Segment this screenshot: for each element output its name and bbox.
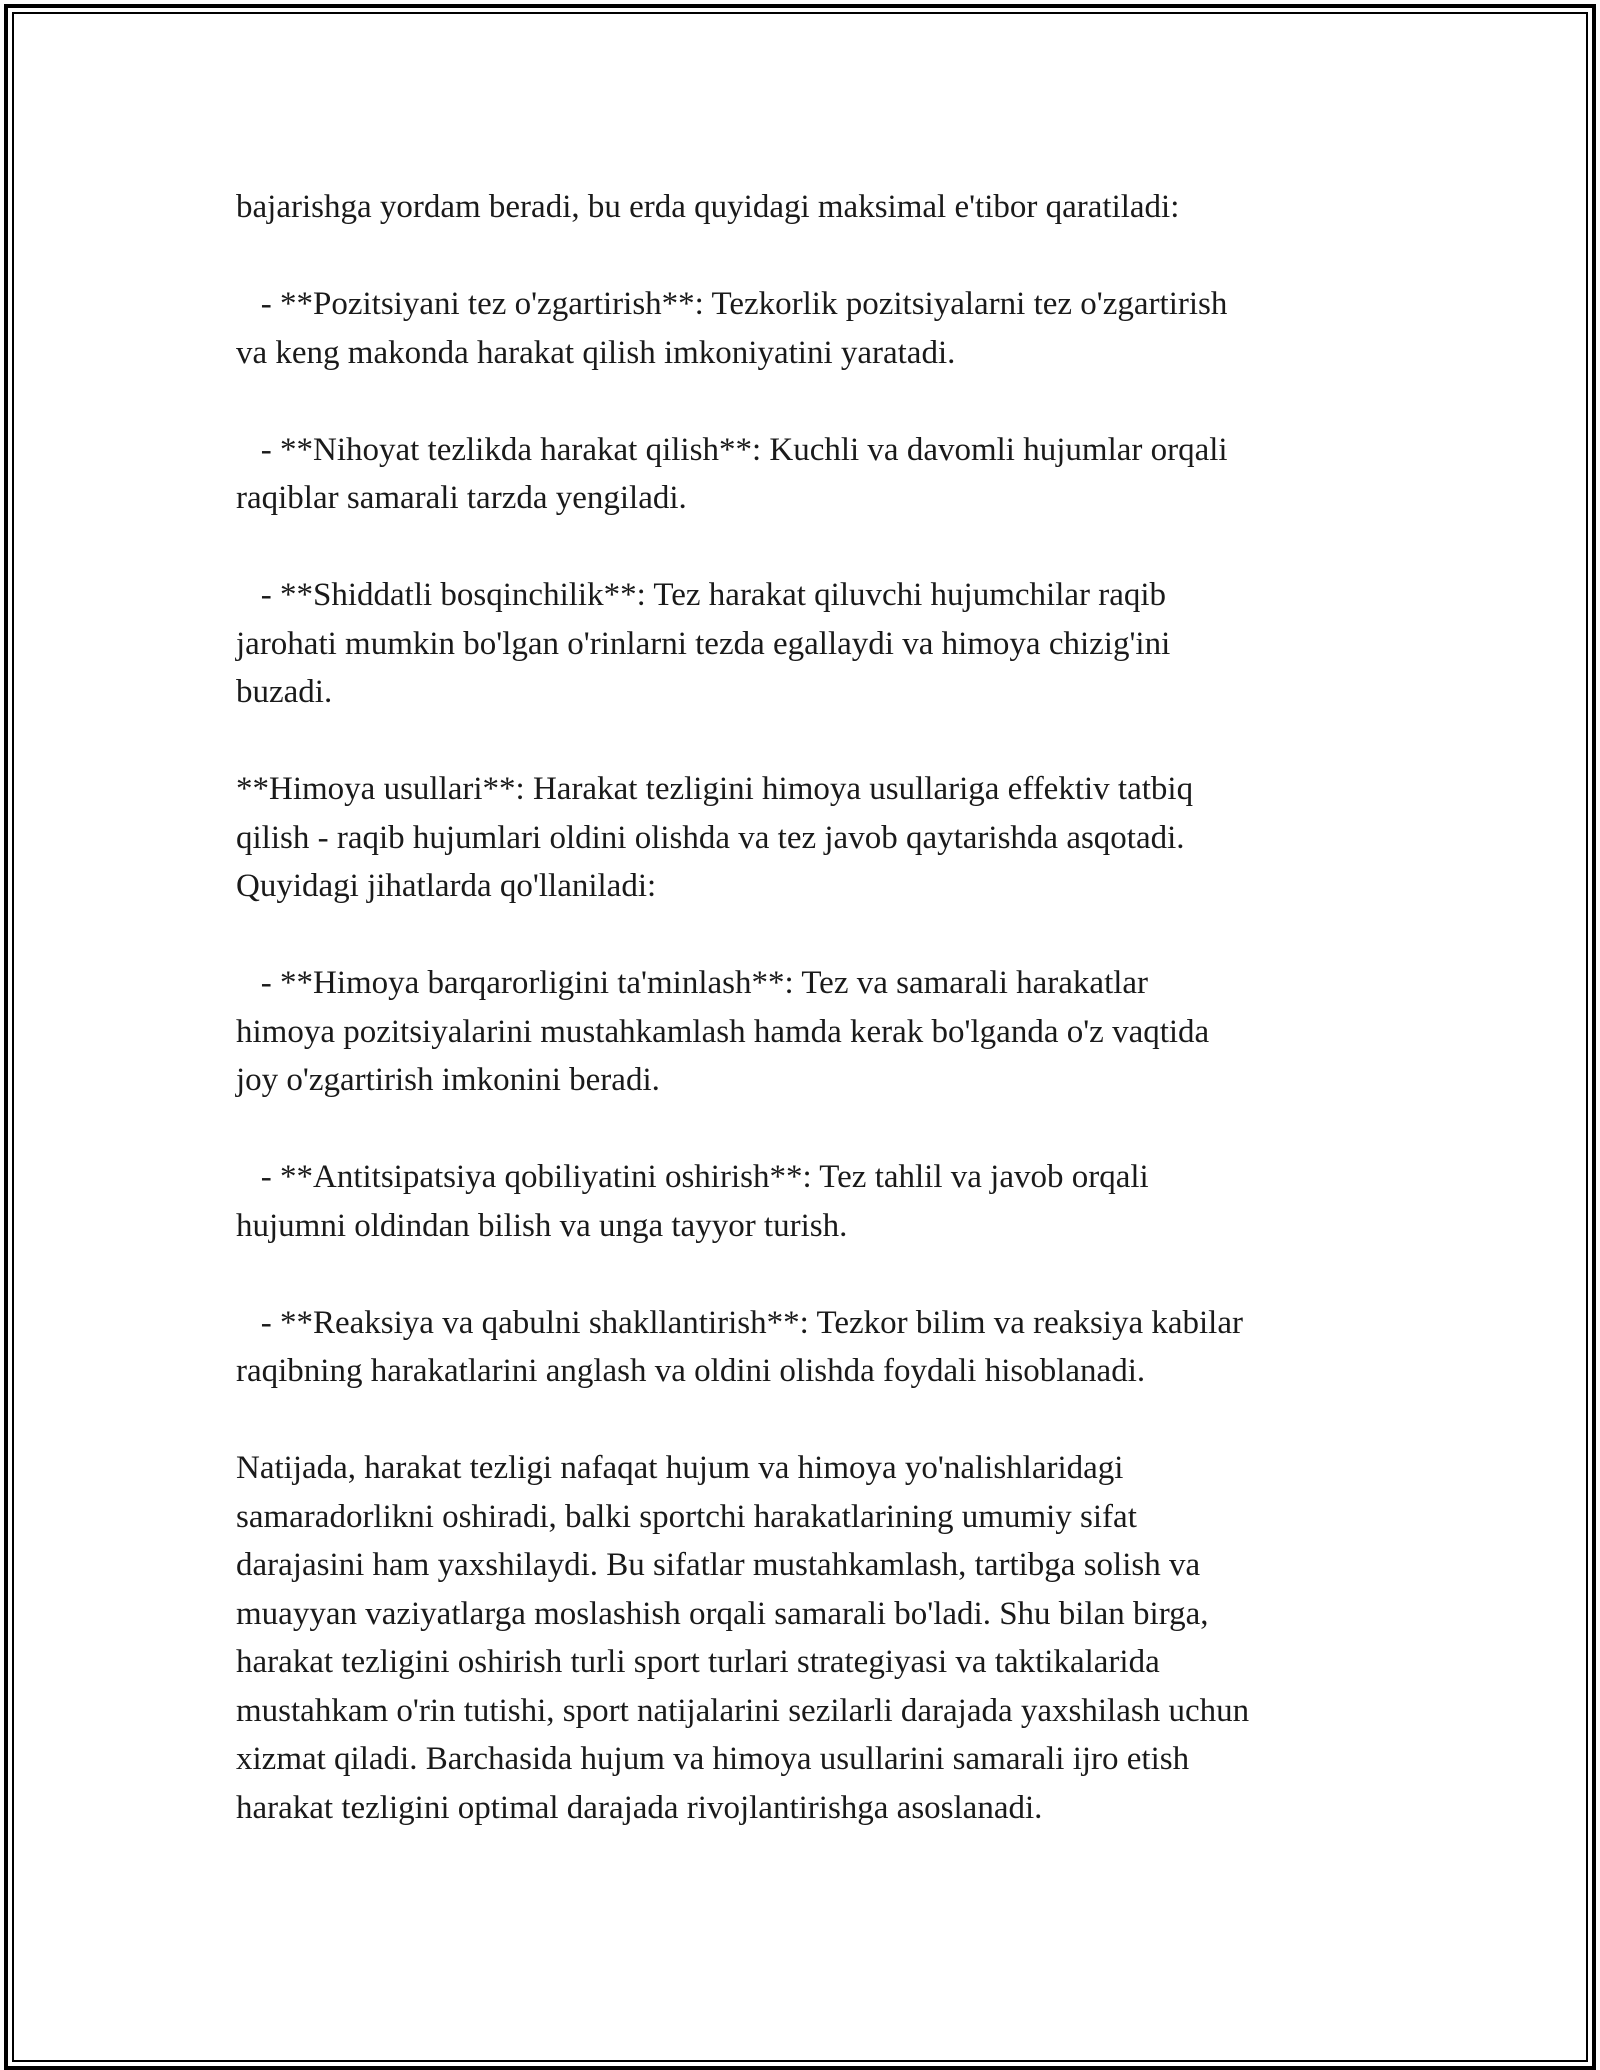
paragraph-defense-methods: **Himoya usullari**: Harakat tezligini himoya usullariga effektiv tatbiq qilish - raqib hujumlari oldini olishda va tez javob qaytarishda asqotadi. Quyidagi jihatlarda qo'llaniladi:	[236, 771, 1194, 904]
list-item-reaction: - **Reaksiya va qabulni shakllantirish**: Tezkor bilim va reaksiya kabilar raqibning harakatlarini anglash va oldini olishda foydali hisoblanadi.	[236, 1304, 1243, 1389]
document-body	[236, 183, 1416, 1832]
list-item-high-speed: - **Nihoyat tezlikda harakat qilish**: Kuchli va davomli hujumlar orqali raqiblar samarali tarzda yengiladi.	[236, 431, 1228, 516]
paragraph-conclusion: Natijada, harakat tezligi nafaqat hujum va himoya yo'nalishlaridagi samaradorlikni oshiradi, balki sportchi harakatlarining umumiy sifat darajasini ham yaxshilaydi. Bu sifatlar mustahkamlash, tartibga solish va muayyan vaziyatlarga moslashish orqali samarali bo'ladi. Shu bilan birga, harakat tezligini oshirish turli sport turlari strategiyasi va taktikalarida mustahkam o'rin tutishi, sport natijalarini sezilarli darajada yaxshilash uchun xizmat qiladi. Barchasida hujum va himoya usullarini samarali ijro etish harakat tezligini optimal darajada rivojlantirishga asoslanadi.	[236, 1450, 1250, 1826]
list-item-position-change: - **Pozitsiyani tez o'zgartirish**: Tezkorlik pozitsiyalarni tez o'zgartirish va keng makonda harakat qilish imkoniyatini yaratadi.	[236, 286, 1228, 371]
list-item-anticipation: - **Antitsipatsiya qobiliyatini oshirish**: Tez tahlil va javob orqali hujumni oldindan bilish va unga tayyor turish.	[236, 1159, 1149, 1244]
paragraph-intro: bajarishga yordam beradi, bu erda quyidagi maksimal e'tibor qaratiladi:	[236, 189, 1180, 225]
list-item-intense-attack: - **Shiddatli bosqinchilik**: Tez harakat qiluvchi hujumchilar raqib jarohati mumkin bo'lgan o'rinlarni tezda egallaydi va himoya chizig'ini buzadi.	[236, 577, 1171, 710]
list-item-defense-stability: - **Himoya barqarorligini ta'minlash**: Tez va samarali harakatlar himoya pozitsiyalarini mustahkamlash hamda kerak bo'lganda o'z vaqtida joy o'zgartirish imkonini beradi.	[236, 965, 1210, 1098]
